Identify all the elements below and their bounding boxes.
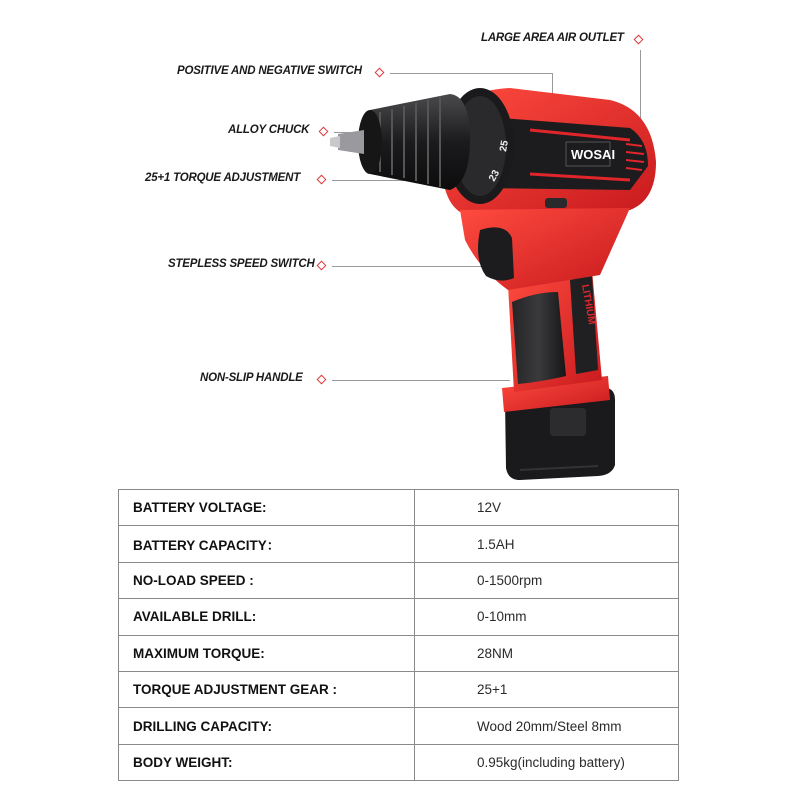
spec-value: 12V	[415, 490, 679, 526]
callout-switch-label: POSITIVE AND NEGATIVE SWITCH	[177, 65, 362, 77]
spec-value: Wood 20mm/Steel 8mm	[415, 708, 679, 744]
brand-logo-text: WOSAI	[571, 147, 616, 162]
spec-label: BATTERY CAPACITY：	[119, 526, 415, 562]
battery-release-button	[550, 408, 586, 436]
spec-row	[119, 490, 679, 526]
chuck-jaws	[338, 130, 364, 154]
spec-row	[119, 635, 679, 671]
drill-handle	[508, 270, 602, 392]
lithium-text: LITHIUM	[579, 283, 597, 326]
cordless-drill-image	[330, 70, 670, 490]
spec-label: MAXIMUM TORQUE:	[119, 635, 415, 671]
spec-row	[119, 708, 679, 744]
spec-label: BATTERY VOLTAGE:	[119, 490, 415, 526]
spec-row	[119, 599, 679, 635]
spec-value: 0-1500rpm	[415, 562, 679, 598]
callout-torque-marker-icon	[317, 175, 327, 185]
callout-chuck-label: ALLOY CHUCK	[228, 124, 310, 136]
alloy-chuck	[330, 94, 470, 190]
callout-speed-marker-icon	[317, 261, 327, 271]
direction-switch	[545, 198, 567, 208]
spec-label: AVAILABLE DRILL:	[119, 599, 415, 635]
callout-handle-label: NON-SLIP HANDLE	[200, 372, 303, 384]
callout-chuck-marker-icon	[319, 127, 329, 137]
spec-row	[119, 744, 679, 780]
spec-label: TORQUE ADJUSTMENT GEAR :	[119, 671, 415, 707]
spec-value: 25+1	[415, 671, 679, 707]
battery-pack	[502, 376, 615, 480]
callout-air-outlet-marker-icon	[634, 35, 644, 45]
spec-label: BODY WEIGHT:	[119, 744, 415, 780]
spec-value: 28NM	[415, 635, 679, 671]
spec-value: 0.95kg(including battery)	[415, 744, 679, 780]
spec-row	[119, 562, 679, 598]
spec-value: 0-10mm	[415, 599, 679, 635]
spec-table	[118, 489, 679, 781]
callout-speed-label: STEPLESS SPEED SWITCH	[168, 258, 315, 270]
callout-air-outlet-label: LARGE AREA AIR OUTLET	[481, 32, 624, 44]
spec-value: 1.5AH	[415, 526, 679, 562]
torque-mark-25: 25	[498, 139, 511, 153]
spec-row	[119, 526, 679, 562]
spec-label: NO-LOAD SPEED :	[119, 562, 415, 598]
speed-trigger	[478, 227, 514, 280]
spec-label: DRILLING CAPACITY:	[119, 708, 415, 744]
rubber-grip	[512, 292, 566, 384]
callout-torque-label: 25+1 TORQUE ADJUSTMENT	[145, 172, 301, 184]
callout-handle-marker-icon	[317, 375, 327, 385]
spec-row	[119, 671, 679, 707]
torque-mark-23: 23	[487, 168, 503, 184]
